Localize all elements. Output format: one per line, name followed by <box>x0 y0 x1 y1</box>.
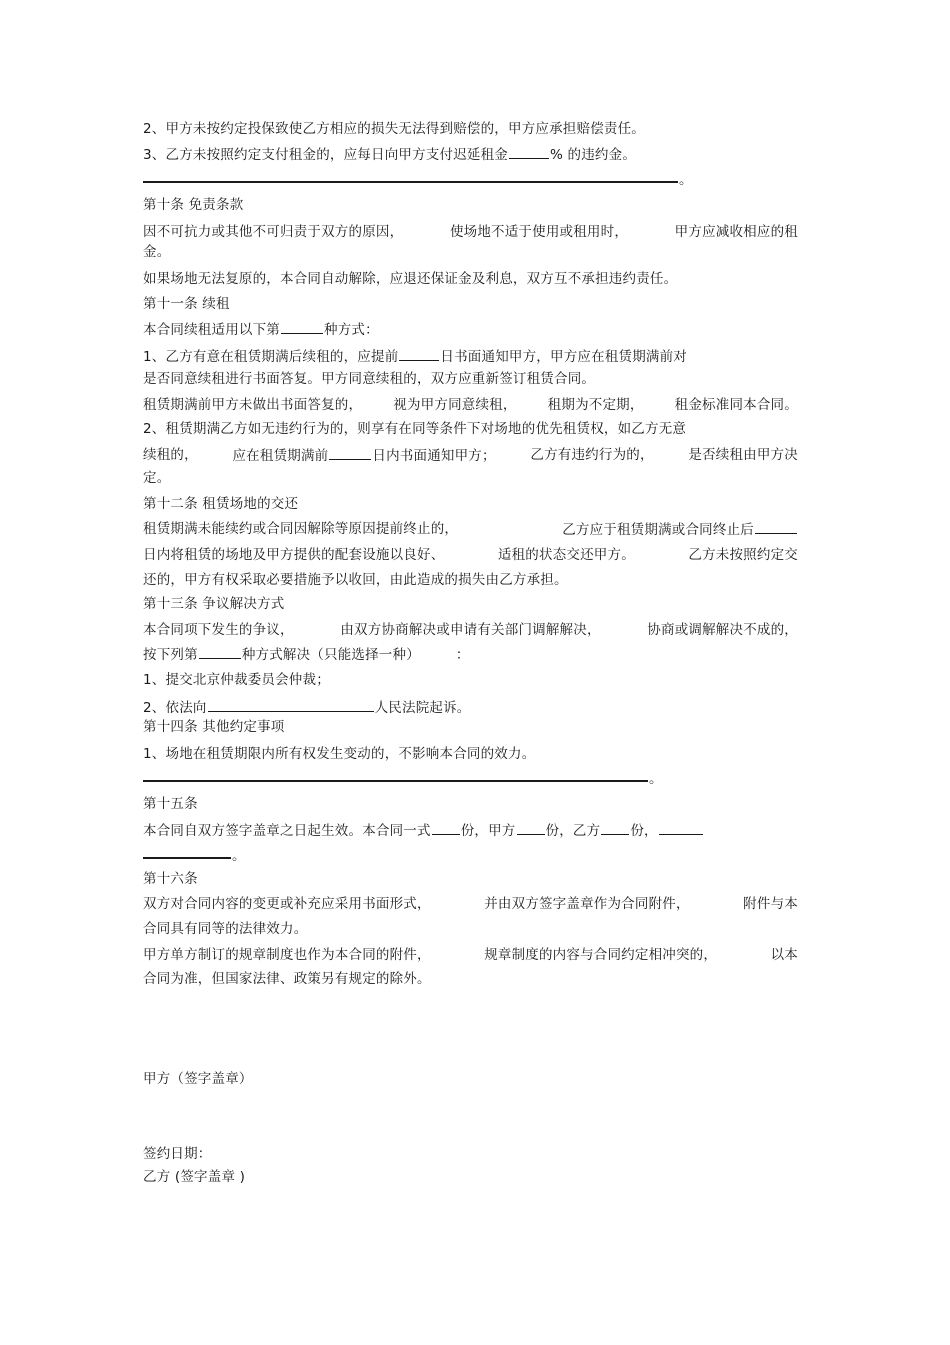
blank-total-copies[interactable] <box>432 821 460 835</box>
blank-return-days[interactable] <box>755 520 797 534</box>
fill-line <box>143 780 648 782</box>
article-13-title: 第十三条 争议解决方式 <box>143 596 285 612</box>
article-16-title: 第十六条 <box>143 871 198 887</box>
blank-court-name[interactable] <box>208 698 374 712</box>
blank-remark[interactable] <box>659 821 703 835</box>
art11-para-1: 1、乙方有意在租赁期满后续租的，应提前 日书面通知甲方，甲方应在租赁期满前对 <box>143 349 687 365</box>
blank-notice-days-2[interactable] <box>329 446 371 460</box>
article-12-title: 第十二条 租赁场地的交还 <box>143 496 299 512</box>
fill-line <box>143 181 678 183</box>
party-b-signature: 乙方 (签字盖章 ) <box>143 1169 246 1185</box>
art13-para-1: 本合同项下发生的争议， 由双方协商解决或申请有关部门调解解决， 协商或调解解决不成的， <box>143 622 798 638</box>
art10-para-1: 因不可抗力或其他不可归责于双方的原因， 使场地不适于使用或租用时， 甲方应减收相应的租 <box>143 224 798 240</box>
art10-para-2: 如果场地无法复原的，本合同自动解除，应退还保证金及利息，双方互不承担违约责任。 <box>143 271 678 287</box>
blank-dispute-method[interactable] <box>199 645 241 659</box>
blank-party-b-copies[interactable] <box>601 821 629 835</box>
blank-rate[interactable] <box>509 145 549 159</box>
art9-para-2: 2、甲方未按约定投保致使乙方相应的损失无法得到赔偿的，甲方应承担赔偿责任。 <box>143 121 645 137</box>
blank-party-a-copies[interactable] <box>517 821 545 835</box>
article-10-title: 第十条 免责条款 <box>143 197 244 213</box>
art15-para-1: 本合同自双方签字盖章之日起生效。本合同一式 份，甲方 份，乙方 份， <box>143 821 704 840</box>
signing-date: 签约日期： <box>143 1146 212 1162</box>
art12-para-1: 租赁期满未能续约或合同因解除等原因提前终止的， 乙方应于租赁期满或合同终止后 <box>143 520 798 539</box>
art9-para-3: 3、乙方未按照约定支付租金的，应每日向甲方支付迟延租金 % 的违约金。 <box>143 147 637 163</box>
art13-option-2: 2、依法向 人民法院起诉。 <box>143 700 471 716</box>
article-15-title: 第十五条 <box>143 796 198 812</box>
art14-para-1: 1、场地在租赁期限内所有权发生变动的，不影响本合同的效力。 <box>143 746 536 762</box>
art11-para-2: 2、租赁期满乙方如无违约行为的，则享有在同等条件下对场地的优先租赁权，如乙方无意 <box>143 421 687 437</box>
contract-page: 2、甲方未按约定投保致使乙方相应的损失无法得到赔偿的，甲方应承担赔偿责任。 3、乙方未按照约定支付租金的，应每日向甲方支付迟延租金 % 的违约金。 。 第十条 免责条款 因不可抗力或其他不可归责于双方的原因， 使场地不适于使用或租用时， 甲方应减收相应的租 金。 如果场地无法复原的，本合同自动解除，应退还保证金及利息，双方互不承担违约责任。 第十一条 续租 本合同续租适用以下第 种方式： 1、乙方有意在租赁期满后续租的，应提前 日书面通知甲方，甲方应在租赁期满前对 是否同意续租进行书面答复。甲方同意续租的，双方应重新签订租赁合同。 租赁期满前甲方未做出书面答复的， 视为甲方同意续租， 租期为不定期， 租金标准同本合同。 2、租赁期满乙方如无违约行为的，则享有在同等条件下对场地的优先租赁权，如乙方无意 续租的， 应在租赁期满前 日内书面通知甲方； 乙方有违约行为的， 是否续租由甲方决 定。 第十二条 租赁场地的交还 租赁期满未能续约或合同因解除等原因提前终止的， 乙方应于租赁期满或合同终止后 日内将租赁的场地及甲方提供的配套设施以良好、 适租的状态交还甲方。 乙方未按照约定交 还的，甲方有权采取必要措施予以收回，由此造成的损失由乙方承担。 第十三条 争议解决方式 本合同项下发生的争议， 由双方协商解决或申请有关部门调解解决， 协商或调解解决不成的， 按下列第 种方式解决（只能选择一种） ： 1、提交北京仲裁委员会仲裁； 2、依法向 人民法院起诉。 第十四条 其他约定事项 1、场地在租赁期限内所有权发生变动的，不影响本合同的效力。 。 第十五条 本合同自双方签字盖章之日起生效。本合同一式 份，甲方 份，乙方 份， 。 第十六条 双方对合同内容的变更或补充应采用书面形式， 并由双方签字盖章作为合同附件， 附件与本 合同具有同等的法律效力。 甲方单方制订的规章制度也作为本合同的附件， 规章制度的内容与合同约定相冲突的， 以本 合同为准，但国家法律、政策另有规定的除外。 甲方（签字盖章） 签约日期： 乙方 (签字盖章 ) <box>143 121 798 1185</box>
party-a-signature: 甲方（签字盖章） <box>143 1071 253 1087</box>
article-11-title: 第十一条 续租 <box>143 296 230 312</box>
art16-para-1: 双方对合同内容的变更或补充应采用书面形式， 并由双方签字盖章作为合同附件， 附件与本 <box>143 896 798 912</box>
art13-option-1: 1、提交北京仲裁委员会仲裁； <box>143 672 330 688</box>
art16-para-2: 甲方单方制订的规章制度也作为本合同的附件， 规章制度的内容与合同约定相冲突的， 以本 <box>143 947 798 963</box>
blank-notice-days[interactable] <box>399 347 439 361</box>
blank-renewal-method[interactable] <box>281 320 323 334</box>
art11-intro: 本合同续租适用以下第 种方式： <box>143 322 379 338</box>
fill-line <box>143 857 231 859</box>
article-14-title: 第十四条 其他约定事项 <box>143 719 285 735</box>
